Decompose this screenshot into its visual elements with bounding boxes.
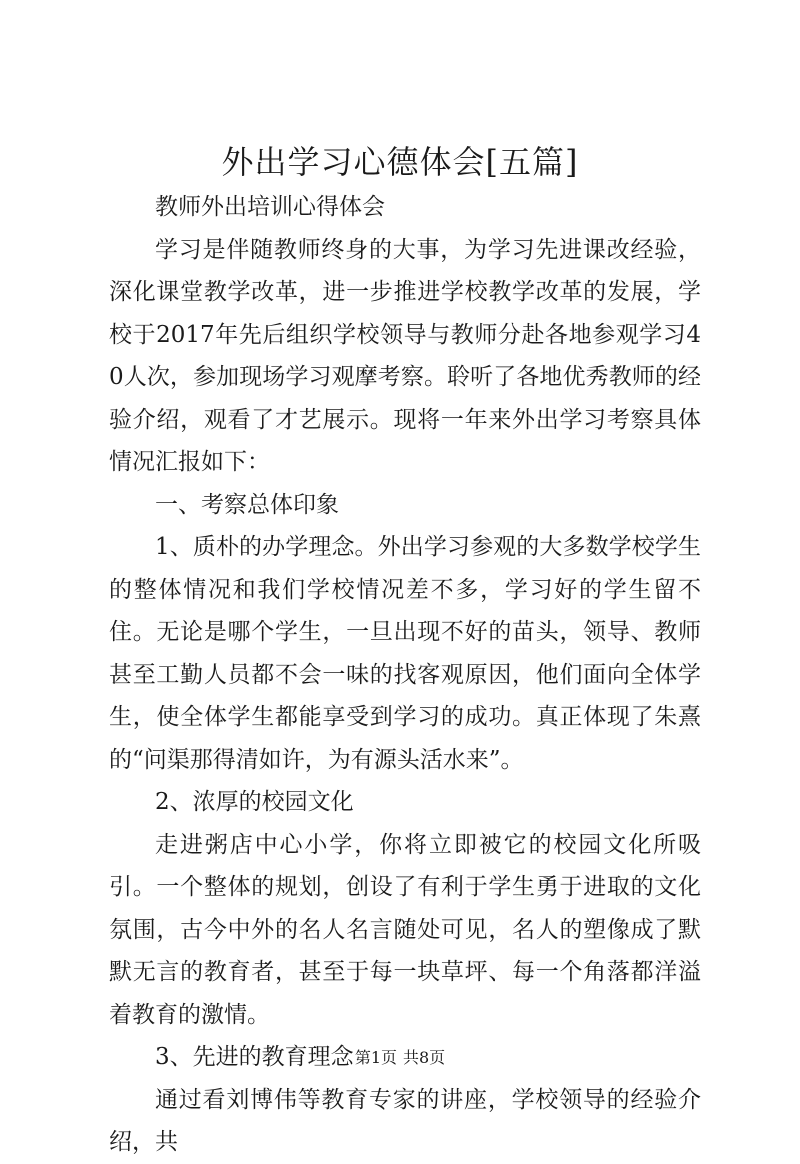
page-number: 第1页 (354, 1048, 397, 1067)
paragraph-intro: 学习是伴随教师终身的大事，为学习先进课改经验，深化课堂教学改革，进一步推进学校教学改革的发展，学校于2017年先后组织学校领导与教师分赴各地参观学习40人次，参加现场学习观摩考察。聆听了各地优秀教师的经验介绍，观看了才艺展示。现将一年来外出学习考察具体情况汇报如下： (109, 236, 701, 475)
document-body (109, 186, 701, 1164)
page-total: 共8页 (403, 1048, 446, 1067)
paragraph-campus-culture: 走进粥店中心小学，你将立即被它的校园文化所吸引。一个整体的规划，创设了有利于学生勇于进取的文化氛围，古今中外的名人名言随处可见，名人的塑像成了默默无言的教育者，甚至于每一块草坪、每一个角落都洋溢着教育的激情。 (109, 831, 701, 1028)
paragraph-subtitle: 教师外出培训心得体会 (155, 194, 385, 220)
section-heading-overall-impression: 一、考察总体印象 (155, 491, 339, 518)
subheading-education-philosophy: 3、先进的教育理念 (155, 1044, 354, 1070)
paragraph-education-philosophy: 通过看刘博伟等教育专家的讲座，学校领导的经验介绍，共 (109, 1086, 701, 1155)
paragraph-point-1: 1、质朴的办学理念。外出学习参观的大多数学校学生的整体情况和我们学校情况差不多，学习好的学生留不住。无论是哪个学生，一旦出现不好的苗头，领导、教师甚至工勤人员都不会一味的找客观原因，他们面向全体学生，使全体学生都能享受到学习的成功。真正体现了朱熹的“问渠那得清如许，为有源头活水来”。 (109, 534, 701, 773)
subheading-campus-culture: 2、浓厚的校园文化 (155, 789, 354, 815)
page-footer (0, 1046, 800, 1070)
document-title: 外出学习心德体会[五篇] (221, 143, 579, 181)
